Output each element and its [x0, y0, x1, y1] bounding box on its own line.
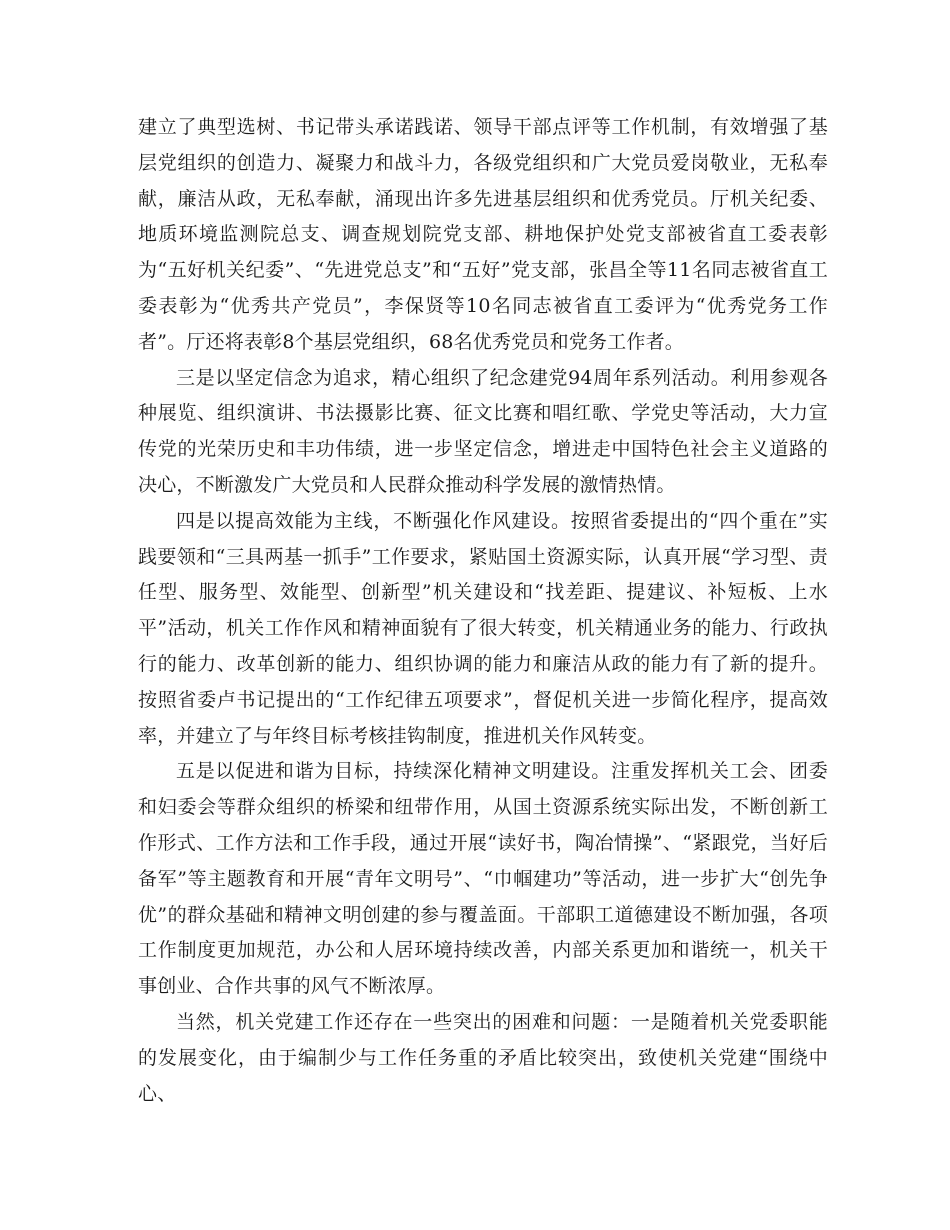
paragraph-5: 当然，机关党建工作还存在一些突出的困难和问题：一是随着机关党委职能的发展变化，由于编制少与工作任务重的矛盾比较突出，致使机关党建“围绕中心、	[138, 1010, 828, 1105]
paragraph-2: 三是以坚定信念为追求，精心组织了纪念建党94周年系列活动。利用参观各种展览、组织演讲、书法摄影比赛、征文比赛和唱红歌、学党史等活动，大力宣传党的光荣历史和丰功伟绩，进一步坚定信念，增进走中国特色社会主义道路的决心，不断激发广大党员和人民群众推动科学发展的激情热情。	[138, 366, 828, 496]
paragraph-3: 四是以提高效能为主线，不断强化作风建设。按照省委提出的“四个重在”实践要领和“三具两基一抓手”工作要求，紧贴国土资源实际，认真开展“学习型、责任型、服务型、效能型、创新型”机关建设和“找差距、提建议、补短板、上水平”活动，机关工作作风和精神面貌有了很大转变，机关精通业务的能力、行政执行的能力、改革创新的能力、组织协调的能力和廉洁从政的能力有了新的提升。按照省委卢书记提出的“工作纪律五项要求”，督促机关进一步简化程序，提高效率，并建立了与年终目标考核挂钩制度，推进机关作风转变。	[138, 509, 828, 747]
document-page	[138, 110, 828, 1112]
paragraph-4: 五是以促进和谐为目标，持续深化精神文明建设。注重发挥机关工会、团委和妇委会等群众组织的桥梁和纽带作用，从国土资源系统实际出发，不断创新工作形式、工作方法和工作手段，通过开展“读好书，陶冶情操”、“紧跟党，当好后备军”等主题教育和开展“青年文明号”、“巾帼建功”等活动，进一步扩大“创先争优”的群众基础和精神文明创建的参与覆盖面。干部职工道德建设不断加强，各项工作制度更加规范，办公和人居环境持续改善，内部关系更加和谐统一，机关干事创业、合作共事的风气不断浓厚。	[138, 760, 828, 998]
paragraph-1: 建立了典型选树、书记带头承诺践诺、领导干部点评等工作机制，有效增强了基层党组织的创造力、凝聚力和战斗力，各级党组织和广大党员爱岗敬业，无私奉献，廉洁从政，无私奉献，涌现出许多先进基层组织和优秀党员。厅机关纪委、地质环境监测院总支、调查规划院党支部、耕地保护处党支部被省直工委表彰为“五好机关纪委”、“先进党总支”和“五好”党支部，张昌全等11名同志被省直工委表彰为“优秀共产党员”，李保贤等10名同志被省直工委评为“优秀党务工作者”。厅还将表彰8个基层党组织，68名优秀党员和党务工作者。	[138, 116, 828, 353]
